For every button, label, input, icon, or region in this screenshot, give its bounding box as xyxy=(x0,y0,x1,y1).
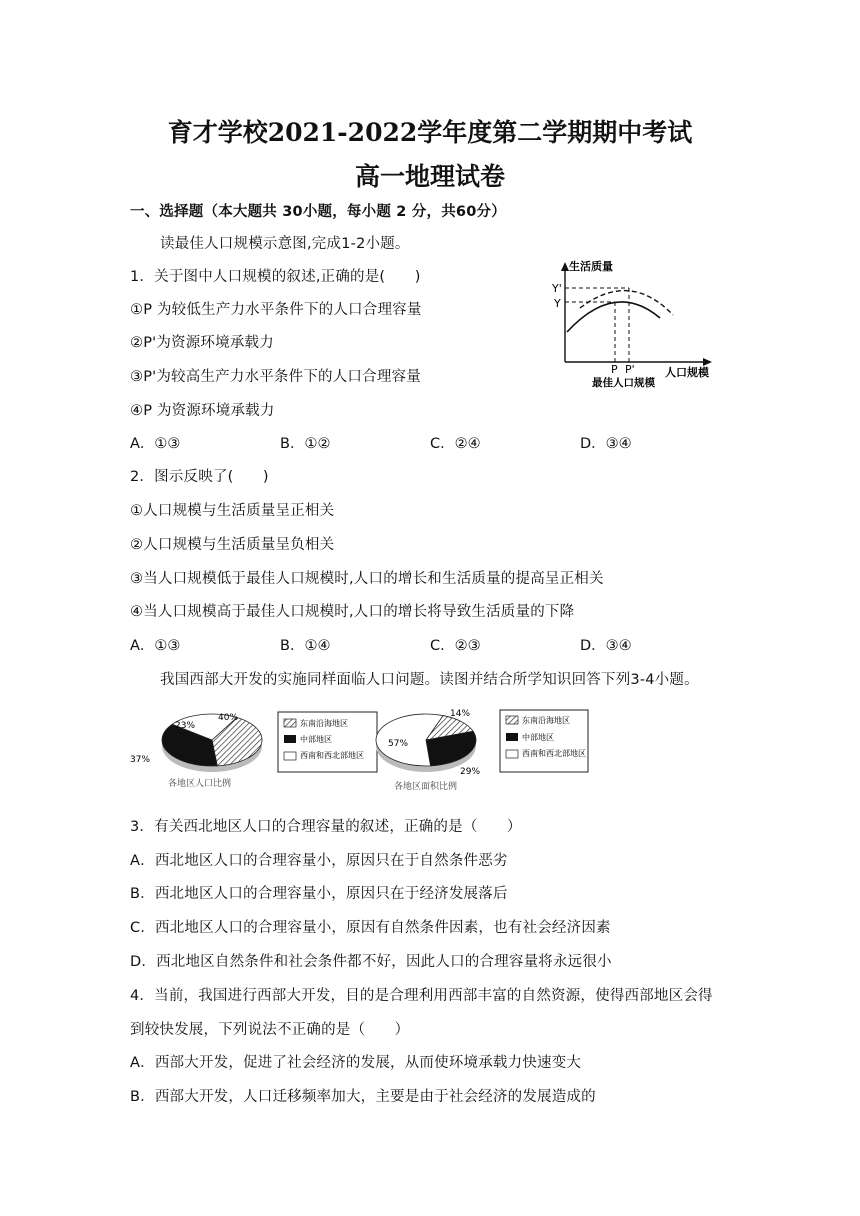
pie-1-label: 23% xyxy=(175,721,196,731)
legend-2 xyxy=(500,710,588,772)
question-3-option-c: C．西北地区人口的合理容量小，原因有自然条件因素，也有社会经济因素 xyxy=(130,920,611,936)
question-2-option-b: B．①④ xyxy=(280,638,331,654)
question-1-option-a: A．①③ xyxy=(130,436,181,452)
question-2-item: ②人口规模与生活质量呈负相关 xyxy=(130,537,335,553)
legend-swatch-southeast xyxy=(506,716,518,724)
pie-2-label: 14% xyxy=(450,709,471,719)
pie-2-label: 57% xyxy=(388,739,409,749)
p-tick: P xyxy=(611,363,618,376)
question-1-option-c: C．②④ xyxy=(430,436,481,452)
pie-2-label: 29% xyxy=(460,767,481,777)
legend-swatch-west xyxy=(284,752,296,760)
question-2-item: ①人口规模与生活质量呈正相关 xyxy=(130,503,335,519)
question-1-item: ①P 为较低生产力水平条件下的人口合理容量 xyxy=(130,302,422,318)
question-4-option-b: B．西部大开发，人口迁移频率加大，主要是由于社会经济的发展造成的 xyxy=(130,1089,596,1105)
legend-label: 东南沿海地区 xyxy=(522,716,570,725)
legend-swatch-southeast xyxy=(284,719,296,727)
legend-label: 西南和西北部地区 xyxy=(522,749,586,758)
pie-2-caption: 各地区面积比例 xyxy=(394,782,458,792)
population-quality-figure xyxy=(545,258,720,393)
question-1-option-b: B．①② xyxy=(280,436,331,452)
exam-subtitle: 高一地理试卷 xyxy=(354,162,505,191)
legend-label: 西南和西北部地区 xyxy=(300,751,364,760)
pie-1-label: 40% xyxy=(218,713,239,723)
question-2-option-c: C．②③ xyxy=(430,638,481,654)
question-4-option-a: A．西部大开发，促进了社会经济的发展，从而使环境承载力快速变大 xyxy=(130,1055,582,1071)
x-axis-label: 人口规模 xyxy=(665,366,709,379)
question-1-option-d: D．③④ xyxy=(580,436,632,452)
question-3-option-d: D．西北地区自然条件和社会条件都不好，因此人口的合理容量将永远很小 xyxy=(130,954,612,970)
legend-1 xyxy=(278,712,377,772)
intro-text: 读最佳人口规模示意图,完成1-2小题。 xyxy=(160,236,410,252)
legend-label: 中部地区 xyxy=(300,735,332,744)
question-1-stem: 1．关于图中人口规模的叙述,正确的是( ) xyxy=(130,269,421,285)
question-2-stem: 2．图示反映了( ) xyxy=(130,469,269,485)
legend-swatch-central xyxy=(284,735,296,743)
question-1-item: ②P'为资源环境承载力 xyxy=(130,335,274,351)
y-axis-arrow-icon xyxy=(561,262,569,271)
question-1-item: ③P'为较高生产力水平条件下的人口合理容量 xyxy=(130,369,421,385)
question-4-stem-continued: 到较快发展，下列说法不正确的是（ ） xyxy=(130,1022,410,1038)
legend-swatch-central xyxy=(506,733,518,741)
question-2-item: ④当人口规模高于最佳人口规模时,人口的增长将导致生活质量的下降 xyxy=(130,604,575,620)
legend-label: 中部地区 xyxy=(522,733,554,742)
question-4-stem: 4．当前，我国进行西部大开发，目的是合理利用西部丰富的自然资源，使得西部地区会得 xyxy=(130,988,713,1004)
question-3-option-b: B．西北地区人口的合理容量小，原因只在于经济发展落后 xyxy=(130,886,508,902)
pie-1-label: 37% xyxy=(130,755,151,765)
question-2-item: ③当人口规模低于最佳人口规模时,人口的增长和生活质量的提高呈正相关 xyxy=(130,571,604,587)
question-2-option-a: A．①③ xyxy=(130,638,181,654)
question-3-option-a: A．西北地区人口的合理容量小，原因只在于自然条件恶劣 xyxy=(130,853,508,869)
section-heading: 一、选择题（本大题共 30小题，每小题 2 分，共60分） xyxy=(130,204,506,220)
figure-caption: 最佳人口规模 xyxy=(592,377,655,389)
y-prime-tick: Y' xyxy=(552,282,562,295)
legend-label: 东南沿海地区 xyxy=(300,719,348,728)
question-3-stem: 3．有关西北地区人口的合理容量的叙述，正确的是（ ） xyxy=(130,819,522,835)
p-prime-tick: P' xyxy=(625,363,635,376)
legend-swatch-west xyxy=(506,750,518,758)
exam-title: 育才学校2021-2022学年度第二学期期中考试 xyxy=(167,118,693,147)
y-axis-label: 生活质量 xyxy=(569,260,613,273)
x-axis-arrow-icon xyxy=(703,358,712,366)
region-pie-figure xyxy=(130,700,600,800)
question-1-item: ④P 为资源环境承载力 xyxy=(130,403,275,419)
y-tick: Y xyxy=(554,297,561,310)
pie-1-caption: 各地区人口比例 xyxy=(168,779,232,789)
question-2-option-d: D．③④ xyxy=(580,638,632,654)
intro-text-2: 我国西部大开发的实施同样面临人口问题。读图并结合所学知识回答下列3-4小题。 xyxy=(160,672,699,688)
